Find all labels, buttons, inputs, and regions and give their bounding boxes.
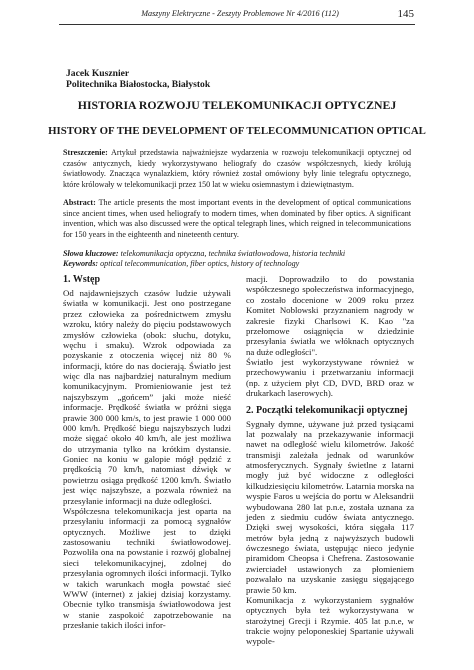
page-number: 145 [397,8,414,20]
author-name: Jacek Kusznier [66,68,130,79]
keywords-english [63,259,413,268]
keywords-polish [63,249,413,258]
keywords-english-text: optical telecommunication, fiber optics, history of technology [98,259,300,268]
header-rule [59,24,415,25]
title-polish: HISTORIA ROZWOJU TELEKOMUNIKACJI OPTYCZNEJ [77,98,397,112]
keywords-polish-text: telekomunikacja optyczna, technika światłowodowa, historia techniki [118,249,346,258]
abstract-english-text: The article presents the most important events in the development of optical communications since ancient times, when used heliografy to modern times, when dominated by fiber optics. A significant invention, which was also discussed were the optical telegraph lines, which reigned in telecommunications for 150 years in the eighteenth and nineteenth century. [63,198,411,239]
author-affiliation: Politechnika Białostocka, Białystok [66,79,211,90]
section-1-heading: 1. Wstęp [63,274,101,285]
abstract-english-label: Abstract: [63,198,96,207]
abstract-polish-text: Artykuł przedstawia najważniejsze wydarzenia w rozwoju telekomunikacji optycznej od czasów antycznych, kiedy wykorzystywano heliografy do czasów współczesnych, kiedy królują światłowody. Znacząca wynalazkiem, który również został omówiony były linie telegrafu optycznego, które królowały w telekomunikacji przez 150 lat w wieku osiemnastym i dziewiętnastym. [63,148,411,189]
left-column [63,274,231,630]
abstract-polish [63,148,411,190]
section-2-heading: 2. Początki telekomunikacji optycznej [246,404,408,416]
section-2-paragraph-2: Komunikacja z wykorzystaniem sygnałów optycznych była też wykorzystywana w starożytnej Grecji i Rzymie. 405 lat p.n.e, w trakcie wojny peloponeskiej Spartanie używali wypole- [246,594,414,647]
right-column [246,274,414,647]
title-english: HISTORY OF THE DEVELOPMENT OF TELECOMMUNICATION OPTICAL [48,125,426,137]
abstract-english [63,198,411,240]
keywords-polish-label: Słowa kluczowe: [63,249,119,258]
running-header: Maszyny Elektryczne - Zeszyty Problemowe Nr 4/2016 (112) [141,9,339,18]
abstract-polish-label: Streszczenie: [63,148,108,157]
section-2-paragraph-1: Sygnały dymne, używane już przed tysiącami lat pozwalały na przekazywanie informacji nawet na odległość wielu kilometrów. Jakość transmisji zależała jednak od warunków atmosferycznych. Sygnały świetlne z latarni mogły już być widoczne z odległości kilkudziesięciu kilometrów. Latarnia morska na wyspie Faros u wejścia do portu w Aleksandrii wybudowana 280 lat p.n.e, została uznana za jeden z siedmiu cudów świata antycznego. Dzięki swej wysokości, która sięgała 117 metrów była jedną z najwyższych budowli ówczesnego świata, ustępując nieco jedynie piramidom Cheopsa i Chefrena. Zastosowanie zwierciadeł ustawionych za płomieniem pozwalało na uzyskanie zasięgu sięgającego prawie 50 km. [246,418,414,595]
section-1-paragraph-3: macji. Doprowadziło to do powstania współczesnego społeczeństwa informacyjnego, co zostało docenione w 2009 roku przez Komitet Noblowski przyznaniem nagrody w zakresie fizyki Charlsowi K. Kao "za przełomowe osiągnięcia w dziedzinie przesyłania światła we włóknach optycznych na duże odległości". [246,274,414,357]
keywords-english-label: Keywords: [63,259,99,268]
section-1-paragraph-4: Światło jest wykorzystywane również w przechowywaniu i przetwarzaniu informacji (np. z użyciem płyt CD, DVD, BRD oraz w drukarkach laserowych). [246,357,414,399]
section-1-paragraph-1: Od najdawniejszych czasów ludzie używali światła w komunikacji. Jest ono postrzegane przez człowieka za pośrednictwem zmysłu wzroku, który należy do pięciu podstawowych zmysłów człowieka (obok: słuchu, dotyku, węchu i smaku). Wzrok odpowiada za pozyskanie z otoczenia więcej niż 80 % informacji, które do nas docierają. Światło jest więc dla nas najbardziej naturalnym medium komunikacyjnym. Promieniowanie jest też najszybszym „gońcem” jaki może nieść informacje. Prędkość światła w próżni sięga prawie 300 000 km/s, to jest prawie 1 000 000 000 km/h. Prędkość biegu najszybszych ludzi może sięgać około 40 km/h, ale jest możliwa do utrzymania tylko na krótkim dystansie. Goniec na koniu w galopie mógł pędzić z prędkością 70 km/h, natomiast dźwięk w powietrzu osiąga prędkość 1200 km/h. Światło jest więc najszybsze, a pozwala również na przesyłanie informacji na duże odległości. [63,288,231,506]
section-1-paragraph-2: Współczesna telekomunikacja jest oparta na przesyłaniu informacji za pomocą sygnałów optycznych. Możliwe jest to dzięki zastosowaniu techniki światłowodowej. Pozwoliła ona na powstanie i rozwój globalnej sieci telekomunikacyjnej, zdolnej do przesyłania ogromnych ilości informacji. Tylko w takich warunkach mogła powstać sieć WWW (internet) z jakiej dzisiaj korzystamy. Obecnie tylko transmisja światłowodowa jest w stanie zaspokoić zapotrzebowanie na przesłanie takich ilości infor- [63,505,231,630]
